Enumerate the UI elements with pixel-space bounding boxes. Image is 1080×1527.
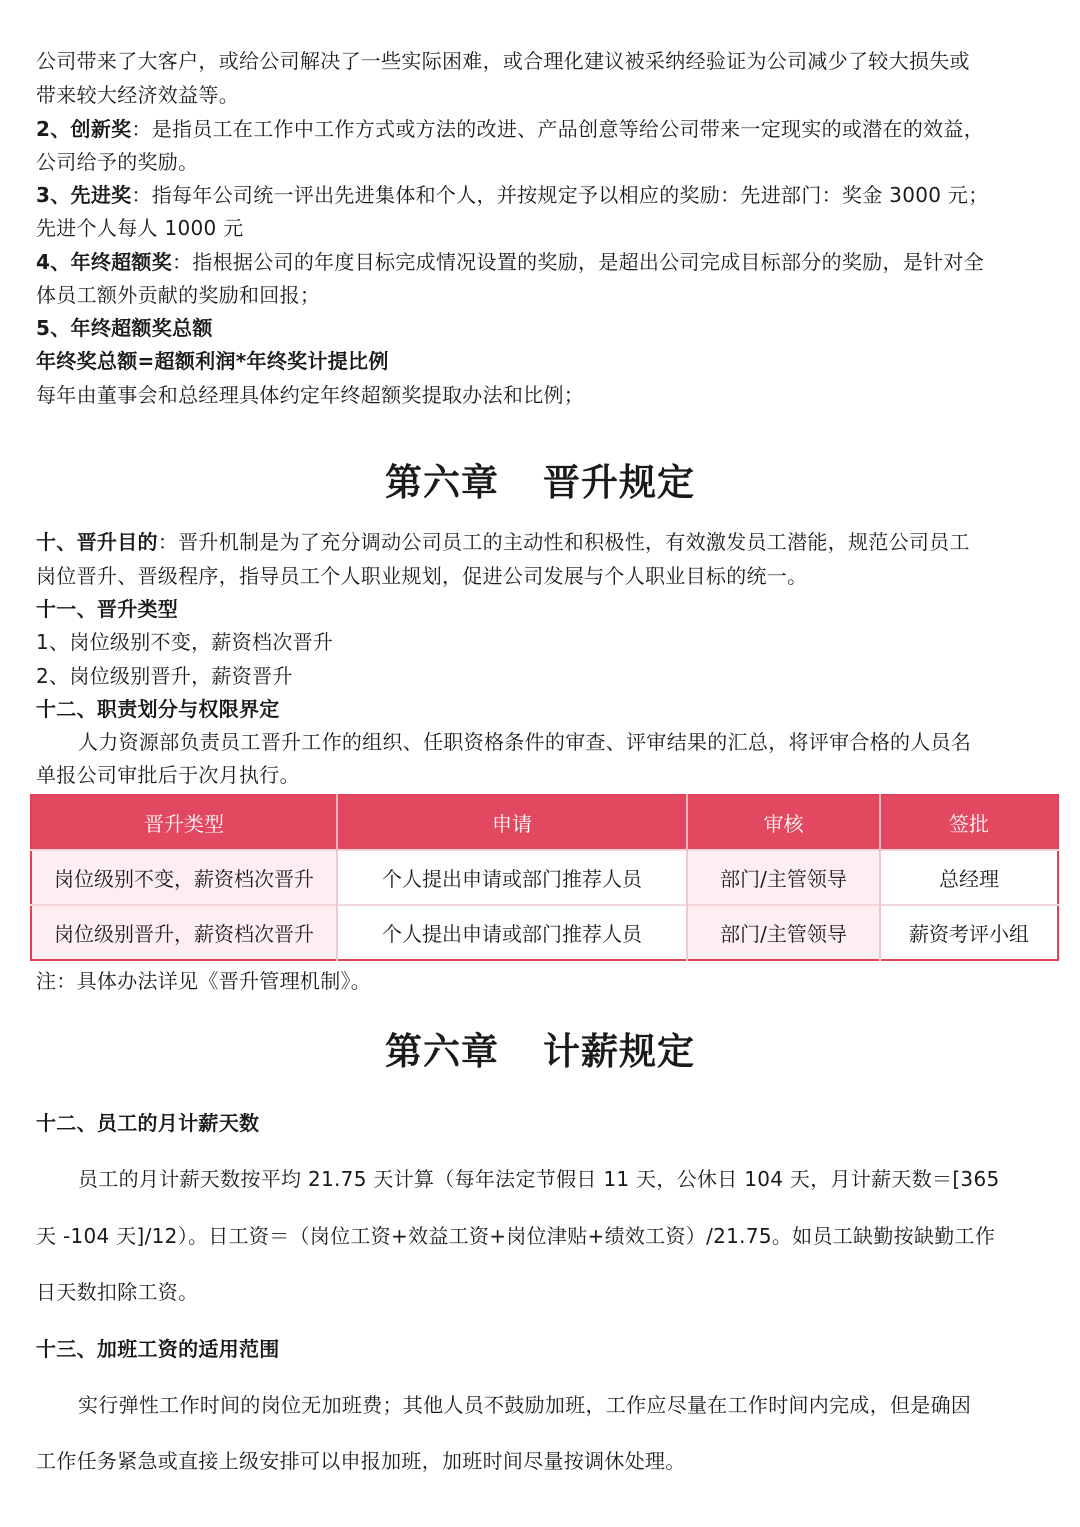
innovation-award-line [36,114,1046,144]
table-cell: 总经理 [880,850,1058,905]
paragraph-line: 工作任务紧急或直接上级安排可以申报加班，加班时间尽量按调休处理。 [36,1449,686,1473]
paragraph-line: 体员工额外贡献的奖励和回报； [36,283,321,307]
innovation-award-label: 2、创新奖 [36,117,132,141]
promotion-approval-table [30,794,1059,961]
chapter-heading-salary [0,1027,1080,1077]
table-cell: 薪资考评小组 [880,905,1058,960]
table-cell: 部门/主管领导 [687,850,880,905]
table-header-cell: 审核 [687,795,880,850]
yearend-award-text: ：指根据公司的年度目标完成情况设置的奖励，是超出公司完成目标部分的奖励，是针对全 [172,250,985,274]
table-header-cell: 签批 [880,795,1058,850]
paragraph-line: 日天数扣除工资。 [36,1280,199,1304]
advanced-award-line [36,180,1046,210]
paragraph-line: 每年由董事会和总经理具体约定年终超额奖提取办法和比例； [36,383,585,407]
table-row [31,850,1058,905]
paragraph-line: 员工的月计薪天数按平均 21.75 天计算（每年法定节假日 11 天，公休日 104 天，月计薪天数＝[365 [78,1167,1000,1191]
paragraph-line: 实行弹性工作时间的岗位无加班费；其他人员不鼓励加班，工作应尽量在工作时间内完成，但是确因 [78,1393,972,1417]
paragraph-line: 先进个人每人 1000 元 [36,216,244,240]
table-cell: 岗位级别不变，薪资档次晋升 [31,850,337,905]
paragraph-line: 天 -104 天]/12）。日工资＝（岗位工资+效益工资+岗位津贴+绩效工资）/21.75。如员工缺勤按缺勤工作 [36,1224,996,1248]
paragraph-line: 公司带来了大客户，或给公司解决了一些实际困难，或合理化建议被采纳经验证为公司减少了较大损失或 [36,49,970,73]
table-cell: 部门/主管领导 [687,905,880,960]
promotion-type-item: 2、岗位级别晋升，薪资晋升 [36,664,293,688]
table-cell: 岗位级别晋升，薪资档次晋升 [31,905,337,960]
innovation-award-text: ：是指员工在工作中工作方式或方法的改进、产品创意等给公司带来一定现实的或潜在的效益， [131,117,985,141]
paragraph-line: 人力资源部负责员工晋升工作的组织、任职资格条件的审查、评审结果的汇总，将评审合格的人员名 [78,730,972,754]
advanced-award-text: ：指每年公司统一评出先进集体和个人，并按规定予以相应的奖励：先进部门：奖金 3000 元； [131,183,989,207]
chapter-title: 计薪规定 [543,1030,695,1073]
promotion-types-heading: 十一、晋升类型 [36,597,179,621]
table-row [31,905,1058,960]
table-header-row [31,795,1058,850]
chapter-number: 第六章 [385,461,499,504]
yearend-award-line [36,247,1046,277]
promotion-purpose-label: 十、晋升目的 [36,530,158,554]
table-header-cell: 申请 [337,795,687,850]
table-cell: 个人提出申请或部门推荐人员 [337,905,687,960]
chapter-title: 晋升规定 [543,461,695,504]
paragraph-line: 带来较大经济效益等。 [36,83,239,107]
table-header-cell: 晋升类型 [31,795,337,850]
yearend-formula: 年终奖总额=超额利润*年终奖计提比例 [36,349,389,373]
promotion-purpose-text: ：晋升机制是为了充分调动公司员工的主动性和积极性，有效激发员工潜能，规范公司员工 [157,530,970,554]
table-cell: 个人提出申请或部门推荐人员 [337,850,687,905]
table-note: 注：具体办法详见《晋升管理机制》。 [36,969,372,993]
overtime-heading: 十三、加班工资的适用范围 [36,1337,280,1361]
yearend-total-heading: 5、年终超额奖总额 [36,316,213,340]
paragraph-line: 公司给予的奖励。 [36,150,199,174]
duties-heading: 十二、职责划分与权限界定 [36,697,280,721]
chapter-number: 第六章 [385,1030,499,1073]
advanced-award-label: 3、先进奖 [36,183,132,207]
promotion-type-item: 1、岗位级别不变，薪资档次晋升 [36,630,334,654]
paragraph-line: 单报公司审批后于次月执行。 [36,763,300,787]
salary-days-heading: 十二、员工的月计薪天数 [36,1111,260,1135]
chapter-heading-promotion [0,458,1080,508]
promotion-purpose-line [36,527,1046,557]
paragraph-line: 岗位晋升、晋级程序，指导员工个人职业规划，促进公司发展与个人职业目标的统一。 [36,564,808,588]
yearend-award-label: 4、年终超额奖 [36,250,173,274]
